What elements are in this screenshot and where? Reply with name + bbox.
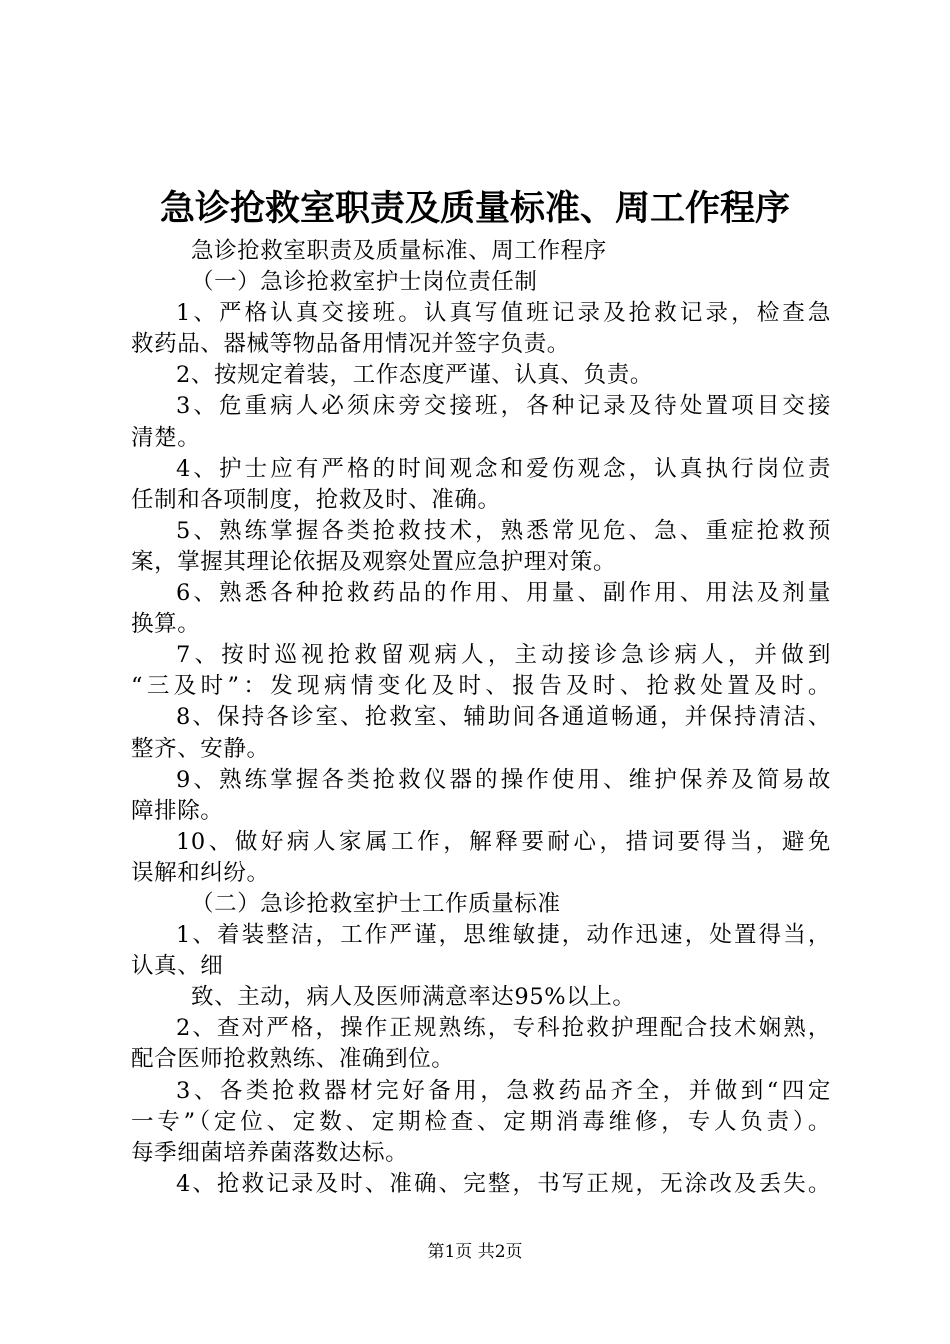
text-line: 2、查对严格，操作正规熟练，专科抢救护理配合技术娴熟， <box>176 1015 831 1042</box>
text-line: 2、按规定着装，工作态度严谨、认真、负责。 <box>176 362 653 389</box>
text-line: 换算。 <box>131 611 201 638</box>
text-line: 一专”（定位、定数、定期检查、定期消毒维修，专人负责）。 <box>131 1108 831 1135</box>
text-line: 6、熟悉各种抢救药品的作用、用量、副作用、用法及剂量 <box>176 580 831 607</box>
text-line: 8、保持各诊室、抢救室、辅助间各通道畅通，并保持清洁、 <box>176 704 831 731</box>
text-line: 任制和各项制度，抢救及时、准确。 <box>131 486 501 513</box>
text-line: 每季细菌培养菌落数达标。 <box>131 1139 409 1166</box>
text-line: 1、着装整洁，工作严谨，思维敏捷，动作迅速，处置得当， <box>176 922 831 949</box>
text-line: 9、熟练掌握各类抢救仪器的操作使用、维护保养及简易故 <box>176 766 831 793</box>
text-line: 致、主动，病人及医师满意率达95%以上。 <box>191 984 636 1011</box>
text-line: 清楚。 <box>131 424 201 451</box>
document-body <box>131 236 831 1200</box>
text-line: 急诊抢救室职责及质量标准、周工作程序 <box>191 238 607 264</box>
text-line: 误解和纠纷。 <box>131 859 270 886</box>
text-line: 整齐、安静。 <box>131 735 270 762</box>
text-line: 配合医师抢救熟练、准确到位。 <box>131 1046 455 1073</box>
text-line: 4、抢救记录及时、准确、完整，书写正规，无涂改及丢失。 <box>176 1170 831 1197</box>
text-line: 3、各类抢救器材完好备用，急救药品齐全，并做到“四定 <box>176 1077 831 1104</box>
text-line: 7、按时巡视抢救留观病人，主动接诊急诊病人，并做到 <box>176 642 831 669</box>
text-line: “三及时”：发现病情变化及时、报告及时、抢救处置及时。 <box>131 673 831 700</box>
text-line: 认真、细 <box>131 953 224 980</box>
text-line: 5、熟练掌握各类抢救技术，熟悉常见危、急、重症抢救预 <box>176 517 831 544</box>
text-line: 1、严格认真交接班。认真写值班记录及抢救记录，检查急 <box>176 300 831 327</box>
text-line: （一）急诊抢救室护士岗位责任制 <box>191 269 538 296</box>
page-footer: 第1页 共2页 <box>427 1242 523 1262</box>
text-line: 3、危重病人必须床旁交接班，各种记录及待处置项目交接 <box>176 393 831 420</box>
text-line: 4、护士应有严格的时间观念和爱伤观念，认真执行岗位责 <box>176 455 831 482</box>
text-line: 障排除。 <box>131 797 224 824</box>
text-line: 救药品、器械等物品备用情况并签字负责。 <box>131 331 570 358</box>
text-line: （二）急诊抢救室护士工作质量标准 <box>191 890 561 917</box>
text-line: 10、做好病人家属工作，解释要耐心，措词要得当，避免 <box>176 828 831 855</box>
text-line: 案，掌握其理论依据及观察处置应急护理对策。 <box>131 548 617 575</box>
document-title: 急诊抢救室职责及质量标准、周工作程序 <box>159 188 790 229</box>
